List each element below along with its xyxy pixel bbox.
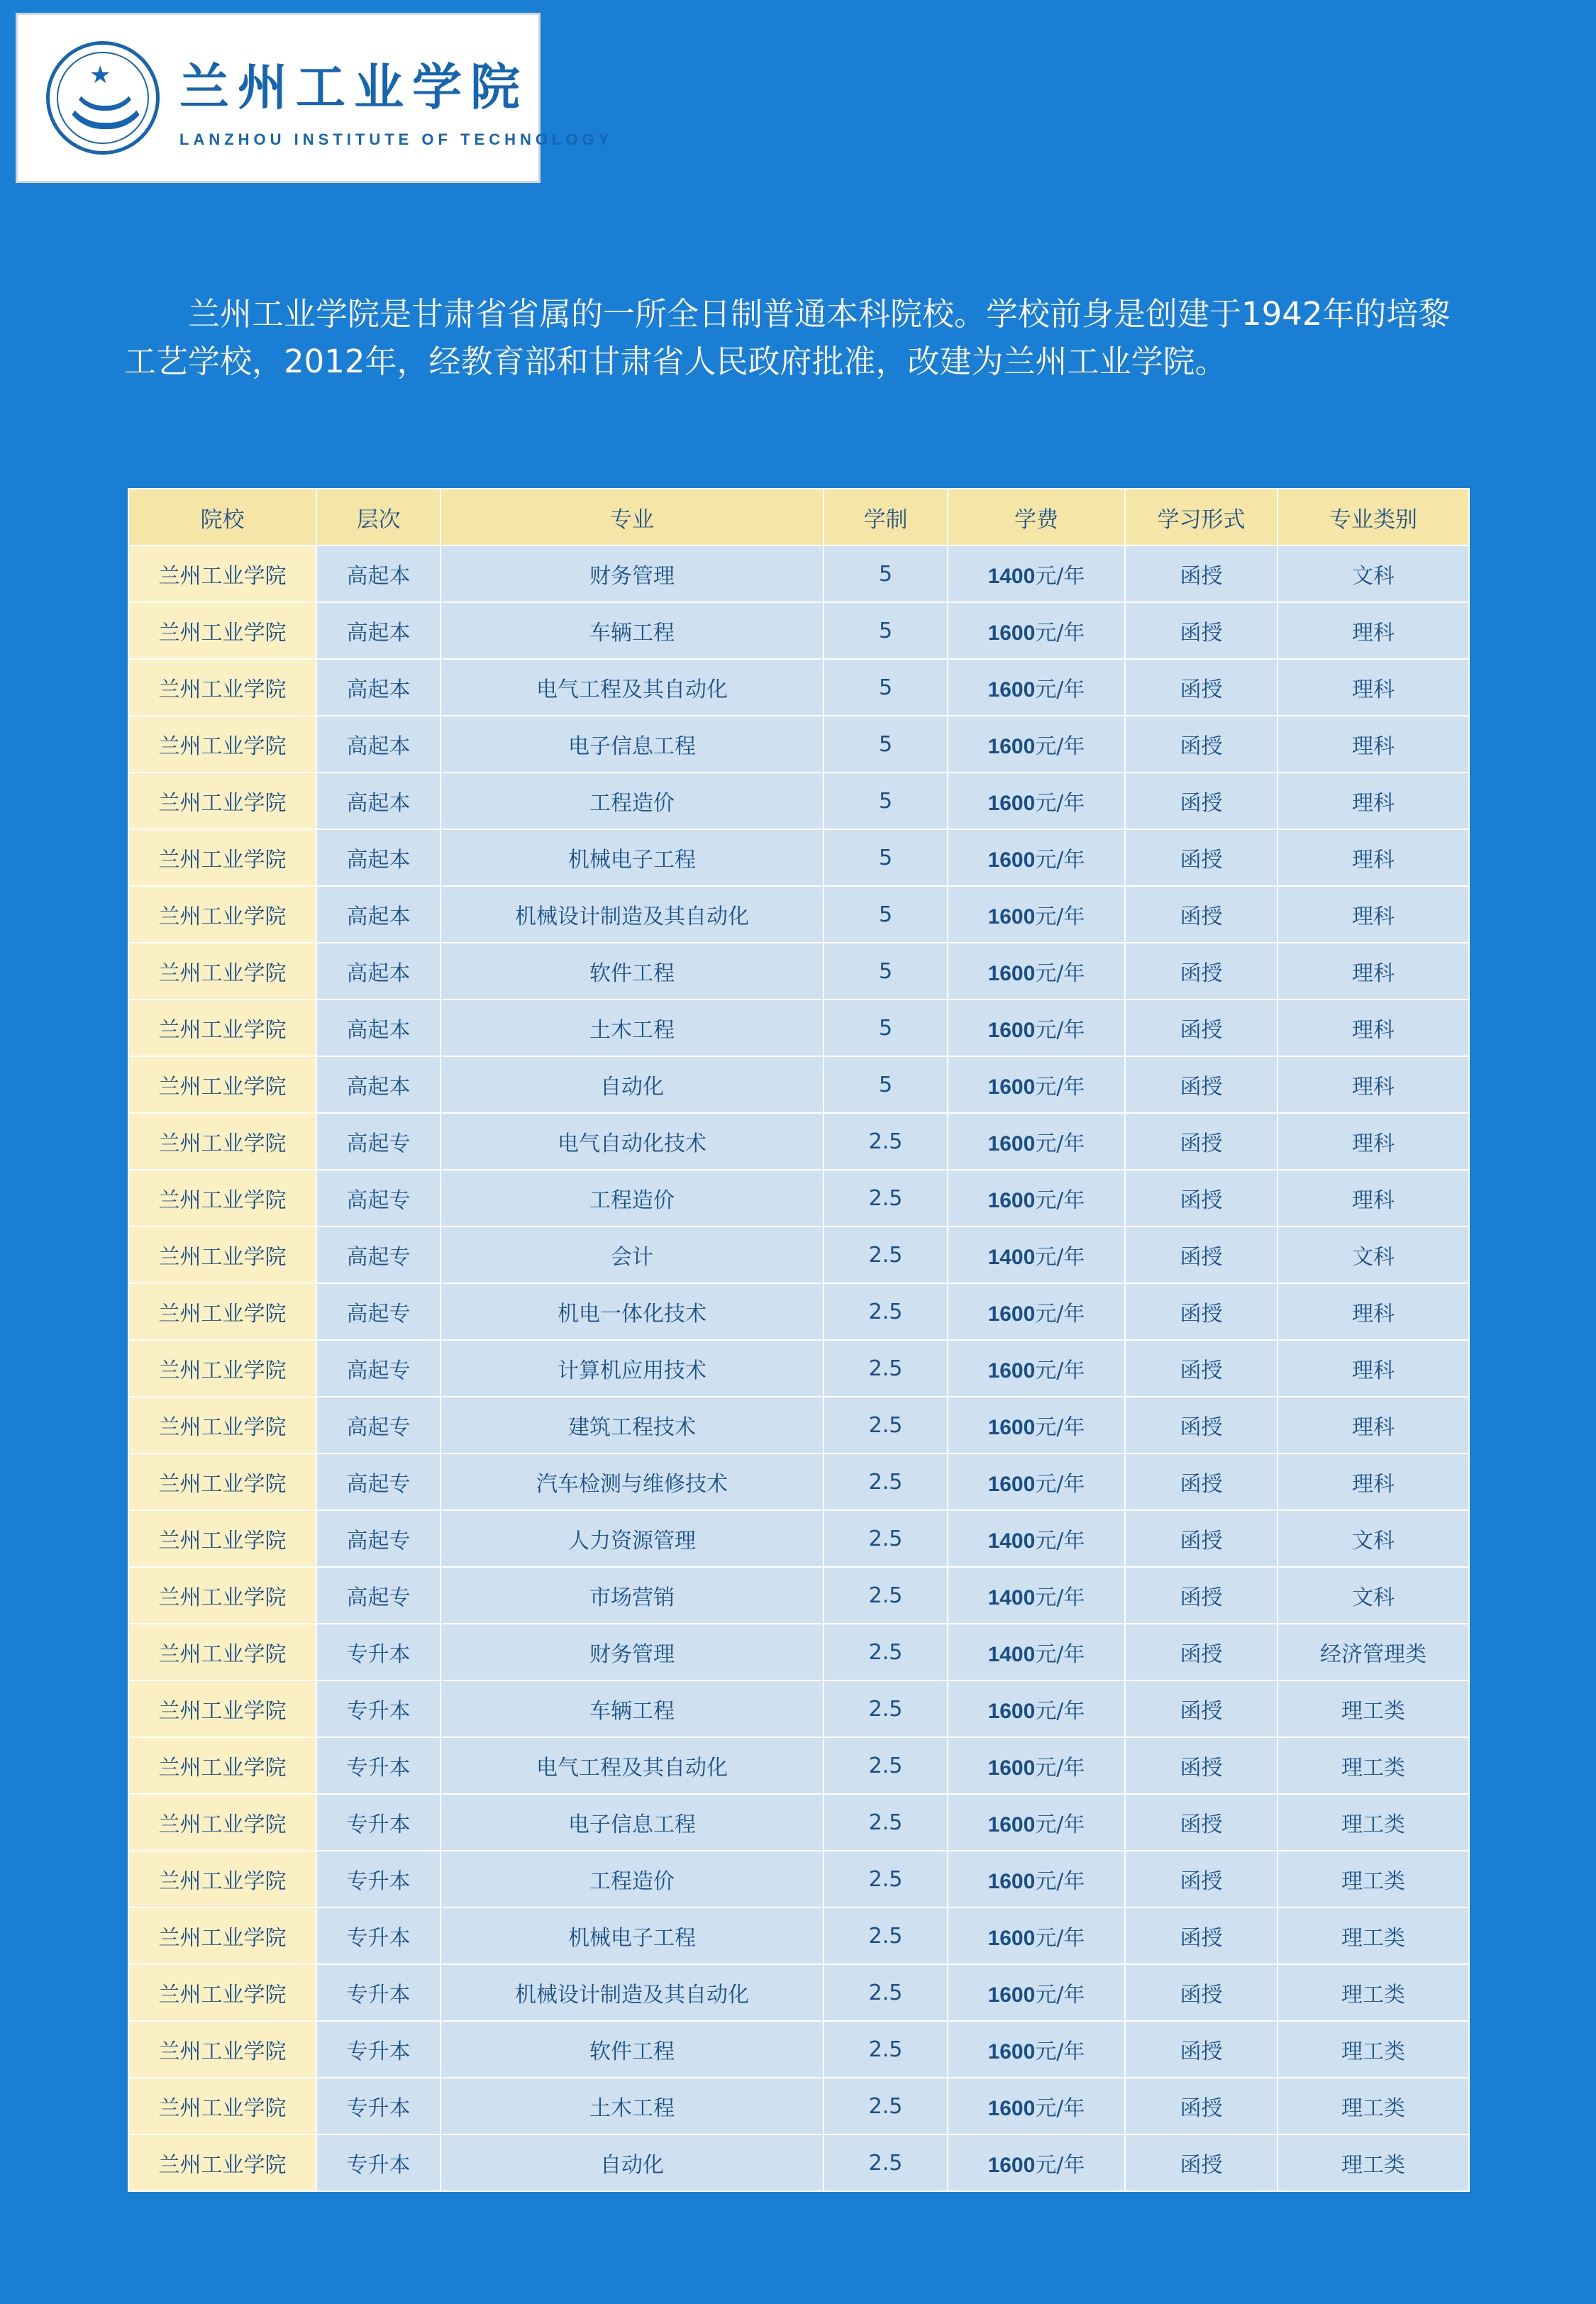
cell-school: 兰州工业学院 bbox=[128, 545, 316, 602]
column-header-duration: 学制 bbox=[824, 489, 948, 545]
cell-category: 理科 bbox=[1278, 772, 1469, 829]
cell-tuition: 1600元/年 bbox=[948, 1907, 1125, 1964]
cell-tuition: 1600元/年 bbox=[948, 1283, 1125, 1340]
cell-major: 建筑工程技术 bbox=[440, 1397, 824, 1453]
cell-duration: 2.5 bbox=[824, 1680, 948, 1737]
table-row bbox=[128, 1340, 1469, 1397]
cell-category: 理科 bbox=[1278, 716, 1469, 772]
cell-major: 计算机应用技术 bbox=[440, 1340, 824, 1397]
cell-study-mode: 函授 bbox=[1125, 1510, 1278, 1567]
cell-category: 理工类 bbox=[1278, 1851, 1469, 1907]
cell-study-mode: 函授 bbox=[1125, 1680, 1278, 1737]
cell-school: 兰州工业学院 bbox=[128, 659, 316, 716]
cell-level: 高起本 bbox=[316, 886, 440, 943]
cell-major: 机械电子工程 bbox=[440, 1907, 824, 1964]
cell-level: 高起本 bbox=[316, 1056, 440, 1113]
cell-duration: 5 bbox=[824, 659, 948, 716]
cell-school: 兰州工业学院 bbox=[128, 1964, 316, 2021]
cell-major: 自动化 bbox=[440, 2134, 824, 2191]
cell-category: 理科 bbox=[1278, 1056, 1469, 1113]
table-row bbox=[128, 943, 1469, 999]
cell-duration: 2.5 bbox=[824, 2134, 948, 2191]
cell-category: 文科 bbox=[1278, 1510, 1469, 1567]
cell-major: 财务管理 bbox=[440, 1624, 824, 1680]
cell-major: 汽车检测与维修技术 bbox=[440, 1453, 824, 1510]
cell-tuition: 1600元/年 bbox=[948, 1113, 1125, 1170]
cell-level: 高起专 bbox=[316, 1510, 440, 1567]
cell-category: 理工类 bbox=[1278, 1680, 1469, 1737]
cell-level: 专升本 bbox=[316, 1794, 440, 1851]
cell-major: 工程造价 bbox=[440, 1851, 824, 1907]
cell-study-mode: 函授 bbox=[1125, 1170, 1278, 1226]
table-row bbox=[128, 1964, 1469, 2021]
cell-duration: 2.5 bbox=[824, 1340, 948, 1397]
cell-major: 土木工程 bbox=[440, 2078, 824, 2134]
cell-level: 高起本 bbox=[316, 716, 440, 772]
cell-category: 理科 bbox=[1278, 999, 1469, 1056]
cell-tuition: 1600元/年 bbox=[948, 659, 1125, 716]
cell-level: 高起本 bbox=[316, 943, 440, 999]
table-row bbox=[128, 772, 1469, 829]
cell-duration: 2.5 bbox=[824, 1397, 948, 1453]
cell-school: 兰州工业学院 bbox=[128, 829, 316, 886]
cell-tuition: 1600元/年 bbox=[948, 1737, 1125, 1794]
cell-tuition: 1600元/年 bbox=[948, 716, 1125, 772]
cell-tuition: 1600元/年 bbox=[948, 1964, 1125, 2021]
cell-duration: 2.5 bbox=[824, 2078, 948, 2134]
cell-school: 兰州工业学院 bbox=[128, 1453, 316, 1510]
table-row bbox=[128, 1794, 1469, 1851]
institution-name-en: LANZHOU INSTITUTE OF TECHNOLOGY bbox=[179, 130, 614, 148]
institution-logo-block bbox=[16, 13, 614, 183]
cell-duration: 5 bbox=[824, 943, 948, 999]
cell-level: 专升本 bbox=[316, 2134, 440, 2191]
cell-major: 车辆工程 bbox=[440, 602, 824, 659]
cell-school: 兰州工业学院 bbox=[128, 1510, 316, 1567]
cell-study-mode: 函授 bbox=[1125, 1226, 1278, 1283]
cell-school: 兰州工业学院 bbox=[128, 602, 316, 659]
cell-category: 理科 bbox=[1278, 659, 1469, 716]
cell-school: 兰州工业学院 bbox=[128, 1567, 316, 1624]
cell-level: 专升本 bbox=[316, 1624, 440, 1680]
column-header-category: 专业类别 bbox=[1278, 489, 1469, 545]
cell-major: 市场营销 bbox=[440, 1567, 824, 1624]
cell-duration: 2.5 bbox=[824, 1624, 948, 1680]
cell-duration: 5 bbox=[824, 829, 948, 886]
table-row bbox=[128, 829, 1469, 886]
institution-name-cn: 兰州工业学院 bbox=[179, 57, 528, 116]
cell-tuition: 1400元/年 bbox=[948, 545, 1125, 602]
cell-level: 高起专 bbox=[316, 1567, 440, 1624]
cell-category: 理工类 bbox=[1278, 1737, 1469, 1794]
majors-table-container bbox=[128, 488, 1468, 2192]
cell-category: 理工类 bbox=[1278, 2134, 1469, 2191]
cell-duration: 5 bbox=[824, 772, 948, 829]
cell-level: 高起专 bbox=[316, 1453, 440, 1510]
cell-study-mode: 函授 bbox=[1125, 1453, 1278, 1510]
cell-study-mode: 函授 bbox=[1125, 1113, 1278, 1170]
cell-duration: 2.5 bbox=[824, 1794, 948, 1851]
cell-study-mode: 函授 bbox=[1125, 1851, 1278, 1907]
cell-level: 专升本 bbox=[316, 1851, 440, 1907]
cell-tuition: 1600元/年 bbox=[948, 772, 1125, 829]
cell-tuition: 1400元/年 bbox=[948, 1510, 1125, 1567]
cell-duration: 2.5 bbox=[824, 1170, 948, 1226]
cell-level: 专升本 bbox=[316, 2021, 440, 2078]
cell-level: 高起本 bbox=[316, 999, 440, 1056]
cell-category: 理科 bbox=[1278, 829, 1469, 886]
cell-tuition: 1600元/年 bbox=[948, 1056, 1125, 1113]
cell-study-mode: 函授 bbox=[1125, 999, 1278, 1056]
cell-category: 理科 bbox=[1278, 602, 1469, 659]
cell-study-mode: 函授 bbox=[1125, 602, 1278, 659]
cell-school: 兰州工业学院 bbox=[128, 1397, 316, 1453]
table-row bbox=[128, 1113, 1469, 1170]
column-header-level: 层次 bbox=[316, 489, 440, 545]
cell-category: 文科 bbox=[1278, 545, 1469, 602]
cell-category: 文科 bbox=[1278, 1567, 1469, 1624]
cell-study-mode: 函授 bbox=[1125, 1907, 1278, 1964]
cell-category: 理工类 bbox=[1278, 1794, 1469, 1851]
column-header-major: 专业 bbox=[440, 489, 824, 545]
cell-tuition: 1600元/年 bbox=[948, 1340, 1125, 1397]
column-header-study-mode: 学习形式 bbox=[1125, 489, 1278, 545]
cell-school: 兰州工业学院 bbox=[128, 2078, 316, 2134]
table-row bbox=[128, 999, 1469, 1056]
table-header-row bbox=[128, 489, 1469, 545]
table-row bbox=[128, 1170, 1469, 1226]
table-row bbox=[128, 545, 1469, 602]
cell-duration: 5 bbox=[824, 602, 948, 659]
cell-tuition: 1600元/年 bbox=[948, 1397, 1125, 1453]
cell-duration: 5 bbox=[824, 545, 948, 602]
emblem-icon: ★ bbox=[46, 41, 160, 155]
cell-study-mode: 函授 bbox=[1125, 1340, 1278, 1397]
column-header-school: 院校 bbox=[128, 489, 316, 545]
cell-school: 兰州工业学院 bbox=[128, 1226, 316, 1283]
cell-level: 专升本 bbox=[316, 1680, 440, 1737]
cell-tuition: 1600元/年 bbox=[948, 2021, 1125, 2078]
cell-duration: 2.5 bbox=[824, 1851, 948, 1907]
cell-level: 高起本 bbox=[316, 829, 440, 886]
table-row bbox=[128, 716, 1469, 772]
table-row bbox=[128, 1680, 1469, 1737]
cell-category: 理科 bbox=[1278, 1283, 1469, 1340]
cell-school: 兰州工业学院 bbox=[128, 1794, 316, 1851]
cell-tuition: 1600元/年 bbox=[948, 943, 1125, 999]
table-row bbox=[128, 1056, 1469, 1113]
cell-category: 经济管理类 bbox=[1278, 1624, 1469, 1680]
intro-paragraph: 兰州工业学院是甘肃省省属的一所全日制普通本科院校。学校前身是创建于1942年的培黎工艺学校，2012年，经教育部和甘肃省人民政府批准，改建为兰州工业学院。 bbox=[124, 295, 1451, 380]
cell-tuition: 1600元/年 bbox=[948, 1794, 1125, 1851]
cell-major: 机械设计制造及其自动化 bbox=[440, 1964, 824, 2021]
table-row bbox=[128, 659, 1469, 716]
cell-category: 理工类 bbox=[1278, 1907, 1469, 1964]
cell-category: 理科 bbox=[1278, 1453, 1469, 1510]
cell-study-mode: 函授 bbox=[1125, 943, 1278, 999]
cell-major: 工程造价 bbox=[440, 772, 824, 829]
cell-study-mode: 函授 bbox=[1125, 1056, 1278, 1113]
cell-school: 兰州工业学院 bbox=[128, 1680, 316, 1737]
cell-study-mode: 函授 bbox=[1125, 2134, 1278, 2191]
cell-school: 兰州工业学院 bbox=[128, 886, 316, 943]
cell-study-mode: 函授 bbox=[1125, 1624, 1278, 1680]
cell-duration: 2.5 bbox=[824, 1907, 948, 1964]
cell-duration: 2.5 bbox=[824, 1283, 948, 1340]
cell-level: 专升本 bbox=[316, 2078, 440, 2134]
cell-study-mode: 函授 bbox=[1125, 2021, 1278, 2078]
cell-study-mode: 函授 bbox=[1125, 1964, 1278, 2021]
cell-tuition: 1600元/年 bbox=[948, 1170, 1125, 1226]
cell-tuition: 1600元/年 bbox=[948, 999, 1125, 1056]
majors-table bbox=[128, 488, 1470, 2192]
table-row bbox=[128, 2021, 1469, 2078]
cell-major: 工程造价 bbox=[440, 1170, 824, 1226]
table-row bbox=[128, 1851, 1469, 1907]
cell-category: 理科 bbox=[1278, 1397, 1469, 1453]
cell-major: 软件工程 bbox=[440, 2021, 824, 2078]
cell-level: 高起本 bbox=[316, 772, 440, 829]
cell-school: 兰州工业学院 bbox=[128, 1907, 316, 1964]
cell-duration: 2.5 bbox=[824, 1737, 948, 1794]
cell-school: 兰州工业学院 bbox=[128, 772, 316, 829]
cell-level: 高起本 bbox=[316, 545, 440, 602]
cell-tuition: 1600元/年 bbox=[948, 886, 1125, 943]
cell-school: 兰州工业学院 bbox=[128, 1737, 316, 1794]
table-row bbox=[128, 1567, 1469, 1624]
cell-tuition: 1600元/年 bbox=[948, 2078, 1125, 2134]
table-row bbox=[128, 1453, 1469, 1510]
cell-level: 高起专 bbox=[316, 1283, 440, 1340]
cell-study-mode: 函授 bbox=[1125, 1737, 1278, 1794]
cell-category: 理工类 bbox=[1278, 2078, 1469, 2134]
cell-study-mode: 函授 bbox=[1125, 1794, 1278, 1851]
cell-tuition: 1600元/年 bbox=[948, 602, 1125, 659]
cell-duration: 2.5 bbox=[824, 1113, 948, 1170]
cell-category: 理科 bbox=[1278, 886, 1469, 943]
cell-category: 理科 bbox=[1278, 1340, 1469, 1397]
cell-level: 高起本 bbox=[316, 659, 440, 716]
cell-tuition: 1600元/年 bbox=[948, 1453, 1125, 1510]
table-row bbox=[128, 602, 1469, 659]
cell-major: 电子信息工程 bbox=[440, 716, 824, 772]
cell-school: 兰州工业学院 bbox=[128, 999, 316, 1056]
cell-level: 专升本 bbox=[316, 1737, 440, 1794]
cell-level: 专升本 bbox=[316, 1964, 440, 2021]
table-row bbox=[128, 2078, 1469, 2134]
cell-level: 专升本 bbox=[316, 1907, 440, 1964]
cell-school: 兰州工业学院 bbox=[128, 1170, 316, 1226]
cell-study-mode: 函授 bbox=[1125, 1567, 1278, 1624]
table-body bbox=[128, 545, 1469, 2191]
cell-duration: 2.5 bbox=[824, 1567, 948, 1624]
cell-level: 高起本 bbox=[316, 602, 440, 659]
cell-level: 高起专 bbox=[316, 1170, 440, 1226]
cell-major: 电气工程及其自动化 bbox=[440, 1737, 824, 1794]
column-header-tuition: 学费 bbox=[948, 489, 1125, 545]
cell-study-mode: 函授 bbox=[1125, 772, 1278, 829]
table-row bbox=[128, 1283, 1469, 1340]
cell-study-mode: 函授 bbox=[1125, 1397, 1278, 1453]
cell-tuition: 1600元/年 bbox=[948, 829, 1125, 886]
cell-school: 兰州工业学院 bbox=[128, 943, 316, 999]
cell-study-mode: 函授 bbox=[1125, 1283, 1278, 1340]
cell-school: 兰州工业学院 bbox=[128, 1056, 316, 1113]
cell-study-mode: 函授 bbox=[1125, 716, 1278, 772]
cell-school: 兰州工业学院 bbox=[128, 2134, 316, 2191]
cell-category: 理科 bbox=[1278, 1170, 1469, 1226]
cell-duration: 2.5 bbox=[824, 1453, 948, 1510]
cell-major: 会计 bbox=[440, 1226, 824, 1283]
cell-major: 车辆工程 bbox=[440, 1680, 824, 1737]
cell-study-mode: 函授 bbox=[1125, 2078, 1278, 2134]
cell-major: 电气工程及其自动化 bbox=[440, 659, 824, 716]
cell-category: 理工类 bbox=[1278, 1964, 1469, 2021]
cell-major: 电气自动化技术 bbox=[440, 1113, 824, 1170]
cell-duration: 5 bbox=[824, 999, 948, 1056]
cell-tuition: 1600元/年 bbox=[948, 1851, 1125, 1907]
cell-study-mode: 函授 bbox=[1125, 829, 1278, 886]
cell-category: 理工类 bbox=[1278, 2021, 1469, 2078]
cell-duration: 2.5 bbox=[824, 1226, 948, 1283]
table-row bbox=[128, 1397, 1469, 1453]
table-row bbox=[128, 886, 1469, 943]
cell-tuition: 1400元/年 bbox=[948, 1624, 1125, 1680]
cell-tuition: 1600元/年 bbox=[948, 1680, 1125, 1737]
table-row bbox=[128, 1737, 1469, 1794]
cell-school: 兰州工业学院 bbox=[128, 716, 316, 772]
cell-school: 兰州工业学院 bbox=[128, 1340, 316, 1397]
cell-school: 兰州工业学院 bbox=[128, 1624, 316, 1680]
cell-duration: 5 bbox=[824, 1056, 948, 1113]
cell-major: 机电一体化技术 bbox=[440, 1283, 824, 1340]
cell-major: 电子信息工程 bbox=[440, 1794, 824, 1851]
table-row bbox=[128, 1226, 1469, 1283]
cell-school: 兰州工业学院 bbox=[128, 1283, 316, 1340]
logo-text-block bbox=[179, 48, 613, 149]
table-row bbox=[128, 1624, 1469, 1680]
cell-level: 高起专 bbox=[316, 1397, 440, 1453]
cell-duration: 2.5 bbox=[824, 1964, 948, 2021]
cell-major: 人力资源管理 bbox=[440, 1510, 824, 1567]
cell-tuition: 1400元/年 bbox=[948, 1567, 1125, 1624]
cell-study-mode: 函授 bbox=[1125, 886, 1278, 943]
table-row bbox=[128, 1907, 1469, 1964]
cell-level: 高起专 bbox=[316, 1226, 440, 1283]
cell-major: 软件工程 bbox=[440, 943, 824, 999]
table-row bbox=[128, 1510, 1469, 1567]
cell-major: 机械电子工程 bbox=[440, 829, 824, 886]
cell-study-mode: 函授 bbox=[1125, 659, 1278, 716]
cell-major: 自动化 bbox=[440, 1056, 824, 1113]
cell-duration: 2.5 bbox=[824, 1510, 948, 1567]
cell-tuition: 1400元/年 bbox=[948, 1226, 1125, 1283]
cell-school: 兰州工业学院 bbox=[128, 1851, 316, 1907]
cell-category: 文科 bbox=[1278, 1226, 1469, 1283]
cell-major: 土木工程 bbox=[440, 999, 824, 1056]
cell-major: 财务管理 bbox=[440, 545, 824, 602]
cell-category: 理科 bbox=[1278, 943, 1469, 999]
cell-duration: 5 bbox=[824, 716, 948, 772]
cell-duration: 2.5 bbox=[824, 2021, 948, 2078]
cell-school: 兰州工业学院 bbox=[128, 1113, 316, 1170]
cell-study-mode: 函授 bbox=[1125, 545, 1278, 602]
cell-school: 兰州工业学院 bbox=[128, 2021, 316, 2078]
table-row bbox=[128, 2134, 1469, 2191]
cell-duration: 5 bbox=[824, 886, 948, 943]
cell-level: 高起专 bbox=[316, 1340, 440, 1397]
cell-category: 理科 bbox=[1278, 1113, 1469, 1170]
cell-level: 高起专 bbox=[316, 1113, 440, 1170]
cell-major: 机械设计制造及其自动化 bbox=[440, 886, 824, 943]
cell-tuition: 1600元/年 bbox=[948, 2134, 1125, 2191]
